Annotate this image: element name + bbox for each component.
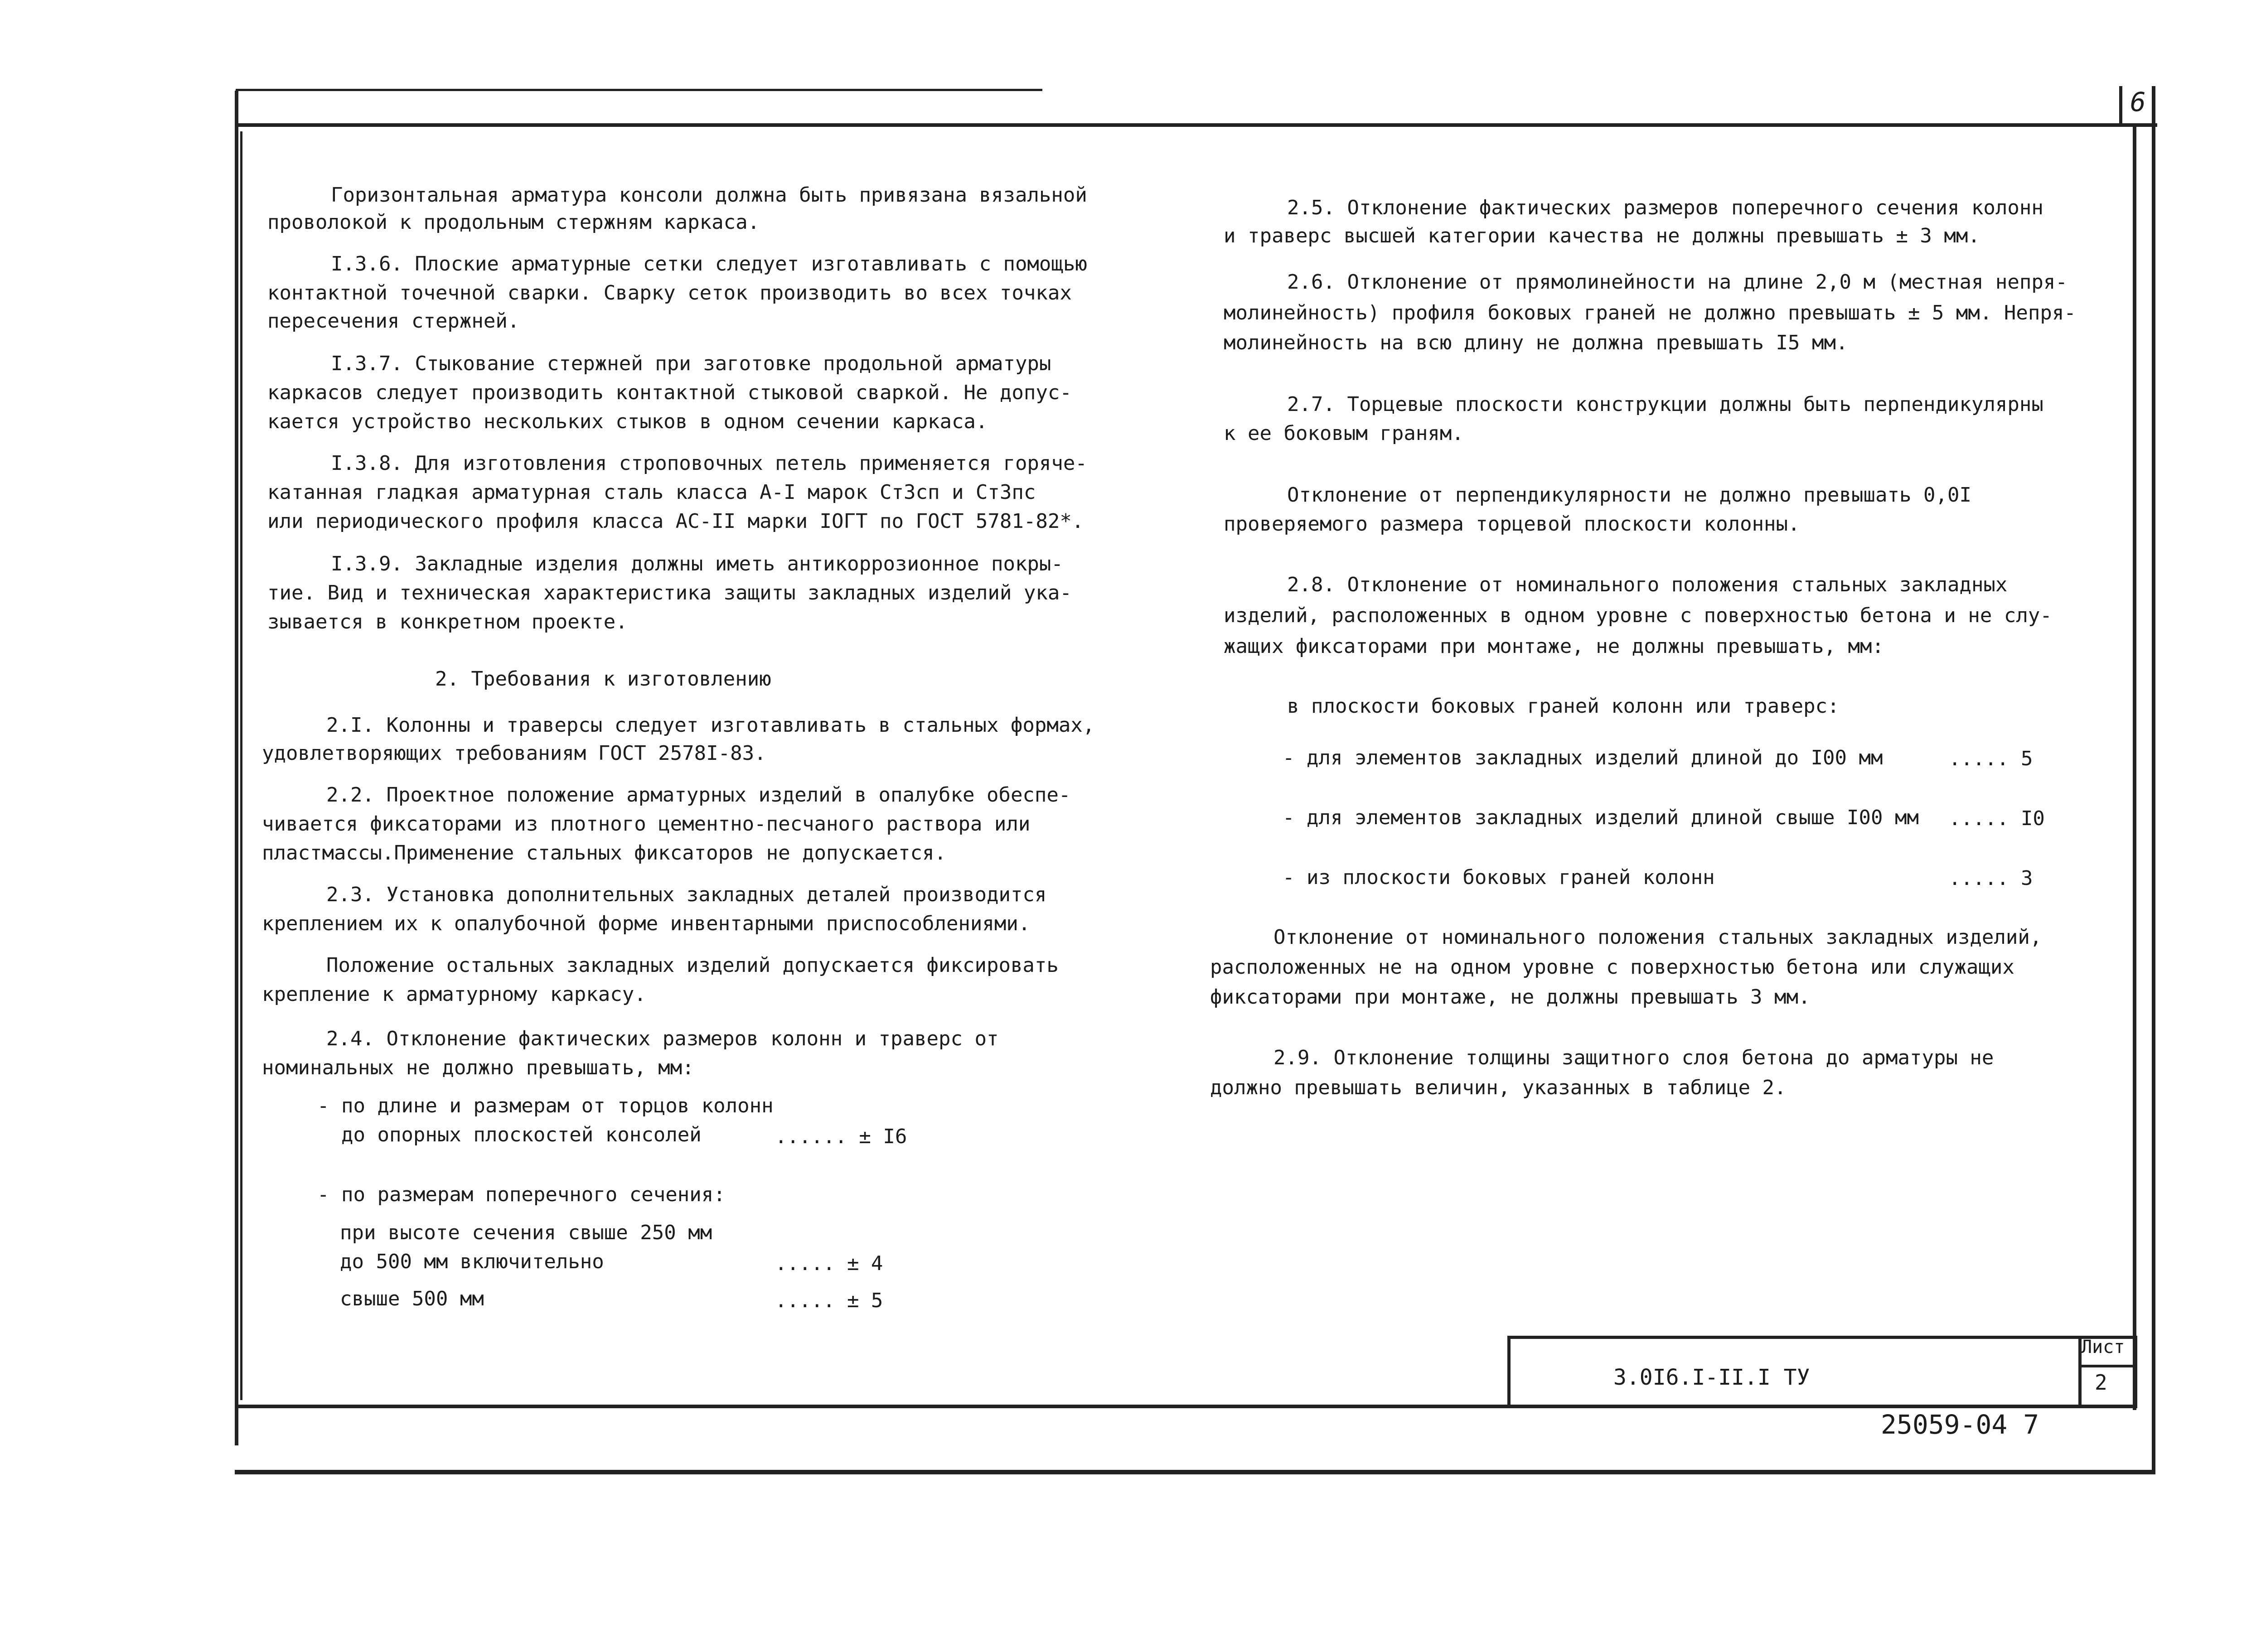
item-section-a-line-2: до 500 мм включительно [340,1250,604,1273]
para-24-line-1: 2.4. Отклонение фактических размеров колонн и траверс от [326,1027,999,1050]
doc-code: 3.0I6.I-II.I ТУ [1613,1365,1810,1390]
para-22-line-3: пластмассы.Применение стальных фиксаторов не допускается. [262,841,946,865]
para-139-line-3: зывается в конкретном проекте. [267,610,628,633]
para-28b-line-2: расположенных не на одном уровне с поверхностью бетона или служащих [1210,956,2014,979]
para-137-line-3: кается устройство нескольких стыков в одном сечении каркаса. [267,410,988,433]
item-out-of-plane-value: ..... 3 [1949,867,2033,890]
item-section-b: свыше 500 мм [340,1287,484,1310]
outer-right-rule [2152,86,2155,1474]
para-136-line-2: контактной точечной сварки. Сварку сеток производить во всех точках [267,281,1072,304]
sheet-number: 2 [2095,1370,2107,1395]
page-corner-number: 6 [2130,87,2146,117]
para-138-line-3: или периодического профиля класса АС-II марки IOГТ по ГОСТ 5781-82*. [267,510,1084,533]
para-24-line-2: номинальных не должно превышать, мм: [262,1056,694,1079]
plane-heading: в плоскости боковых граней колонн или траверс: [1287,695,1840,718]
para-intro-line-2: проволокой к продольным стержням каркаса. [267,211,760,234]
para-26-line-1: 2.6. Отклонение от прямолинейности на длине 2,0 м (местная непря- [1287,271,2067,294]
para-23b-line-2: крепление к арматурному каркасу. [262,983,646,1006]
item-section-a-value: ..... ± 4 [775,1252,883,1275]
title-block [1507,1336,2137,1408]
para-23-line-1: 2.3. Установка дополнительных закладных деталей производится [326,883,1047,906]
item-out-of-plane: - из плоскости боковых граней колонн [1283,866,1715,889]
item-length-line-2: до опорных плоскостей консолей [317,1123,702,1146]
archive-number: 25059-04 7 [1881,1409,2039,1440]
para-27-line-2: к ее боковым граням. [1224,422,1464,445]
para-22-line-1: 2.2. Проектное положение арматурных изделий в опалубке обеспе- [326,783,1071,807]
para-29-line-2: должно превышать величин, указанных в таблице 2. [1210,1076,1787,1099]
para-27b-line-2: проверяемого размера торцевой плоскости колонны. [1224,512,1800,536]
para-intro-line-1: Горизонтальная арматура консоли должна быть привязана вязальной [331,184,1087,207]
item-section: - по размерам поперечного сечения: [317,1183,726,1206]
para-137-line-1: I.3.7. Стыкование стержней при заготовке продольной арматуры [331,352,1051,375]
item-length-value: ...... ± I6 [775,1125,907,1148]
section-heading: 2. Требования к изготовлению [435,667,771,691]
top-frame-rule [236,123,2157,127]
para-28-line-1: 2.8. Отклонение от номинального положения стальных закладных [1287,573,2008,596]
para-21-line-1: 2.I. Колонны и траверсы следует изготавливать в стальных формах, [326,714,1095,737]
sheet-label-underline [2078,1365,2137,1367]
para-28b-line-1: Отклонение от номинального положения стальных закладных изделий, [1273,926,2042,949]
para-136-line-1: I.3.6. Плоские арматурные сетки следует изготавливать с помощью [331,252,1087,275]
para-137-line-2: каркасов следует производить контактной стыковой сваркой. Не допус- [267,381,1072,404]
sheet-label: Лист [2081,1337,2125,1357]
para-28-line-2: изделий, расположенных в одном уровне с поверхностью бетона и не слу- [1224,604,2052,627]
para-26-line-3: молинейность на всю длину не должна превышать I5 мм. [1224,331,1848,354]
para-23-line-2: креплением их к опалубочной форме инвентарными приспособлениями. [262,912,1031,935]
item-section-a-line-1: при высоте сечения свыше 250 мм [340,1221,712,1244]
para-138-line-2: катанная гладкая арматурная сталь класса А-I марок Ст3сп и Ст3пс [267,481,1036,504]
para-22-line-2: чивается фиксаторами из плотного цементно-песчаного раствора или [262,812,1031,836]
top-thin-rule [236,89,1042,91]
para-27-line-1: 2.7. Торцевые плоскости конструкции должны быть перпендикулярны [1287,393,2043,416]
item-over-100: - для элементов закладных изделий длиной свыше I00 мм [1283,806,1919,829]
inner-left-rule [240,131,242,1400]
item-over-100-value: ..... I0 [1949,807,2045,830]
para-21-line-2: удовлетворяющих требованиям ГОСТ 2578I-83. [262,742,766,765]
item-up-to-100-value: ..... 5 [1949,747,2033,770]
left-frame-rule [235,91,238,1445]
para-23b-line-1: Положение остальных закладных изделий допускается фиксировать [326,954,1059,977]
para-26-line-2: молинейность) профиля боковых граней не должно превышать ± 5 мм. Непря- [1224,301,2076,324]
item-length-line-1: - по длине и размерам от торцов колонн [317,1094,774,1117]
item-section-b-value: ..... ± 5 [775,1289,883,1312]
para-136-line-3: пересечения стержней. [267,309,520,333]
item-up-to-100: - для элементов закладных изделий длиной до I00 мм [1283,746,1883,769]
right-frame-rule [2133,123,2136,1410]
para-29-line-1: 2.9. Отклонение толщины защитного слоя бетона до арматуры не [1273,1046,1994,1069]
para-139-line-2: тие. Вид и техническая характеристика защиты закладных изделий ука- [267,581,1072,604]
para-138-line-1: I.3.8. Для изготовления строповочных петель применяется горяче- [331,452,1087,475]
para-27b-line-1: Отклонение от перпендикулярности не должно превышать 0,0I [1287,483,1971,507]
para-25-line-1: 2.5. Отклонение фактических размеров поперечного сечения колонн [1287,196,2043,219]
para-139-line-1: I.3.9. Закладные изделия должны иметь антикоррозионное покры- [331,552,1063,575]
para-28-line-3: жащих фиксаторами при монтаже, не должны превышать, мм: [1224,635,1884,658]
bottom-frame-rule [235,1470,2155,1474]
para-25-line-2: и траверс высшей категории качества не должны превышать ± 3 мм. [1224,224,1980,247]
para-28b-line-3: фиксаторами при монтаже, не должны превышать 3 мм. [1210,985,1811,1009]
